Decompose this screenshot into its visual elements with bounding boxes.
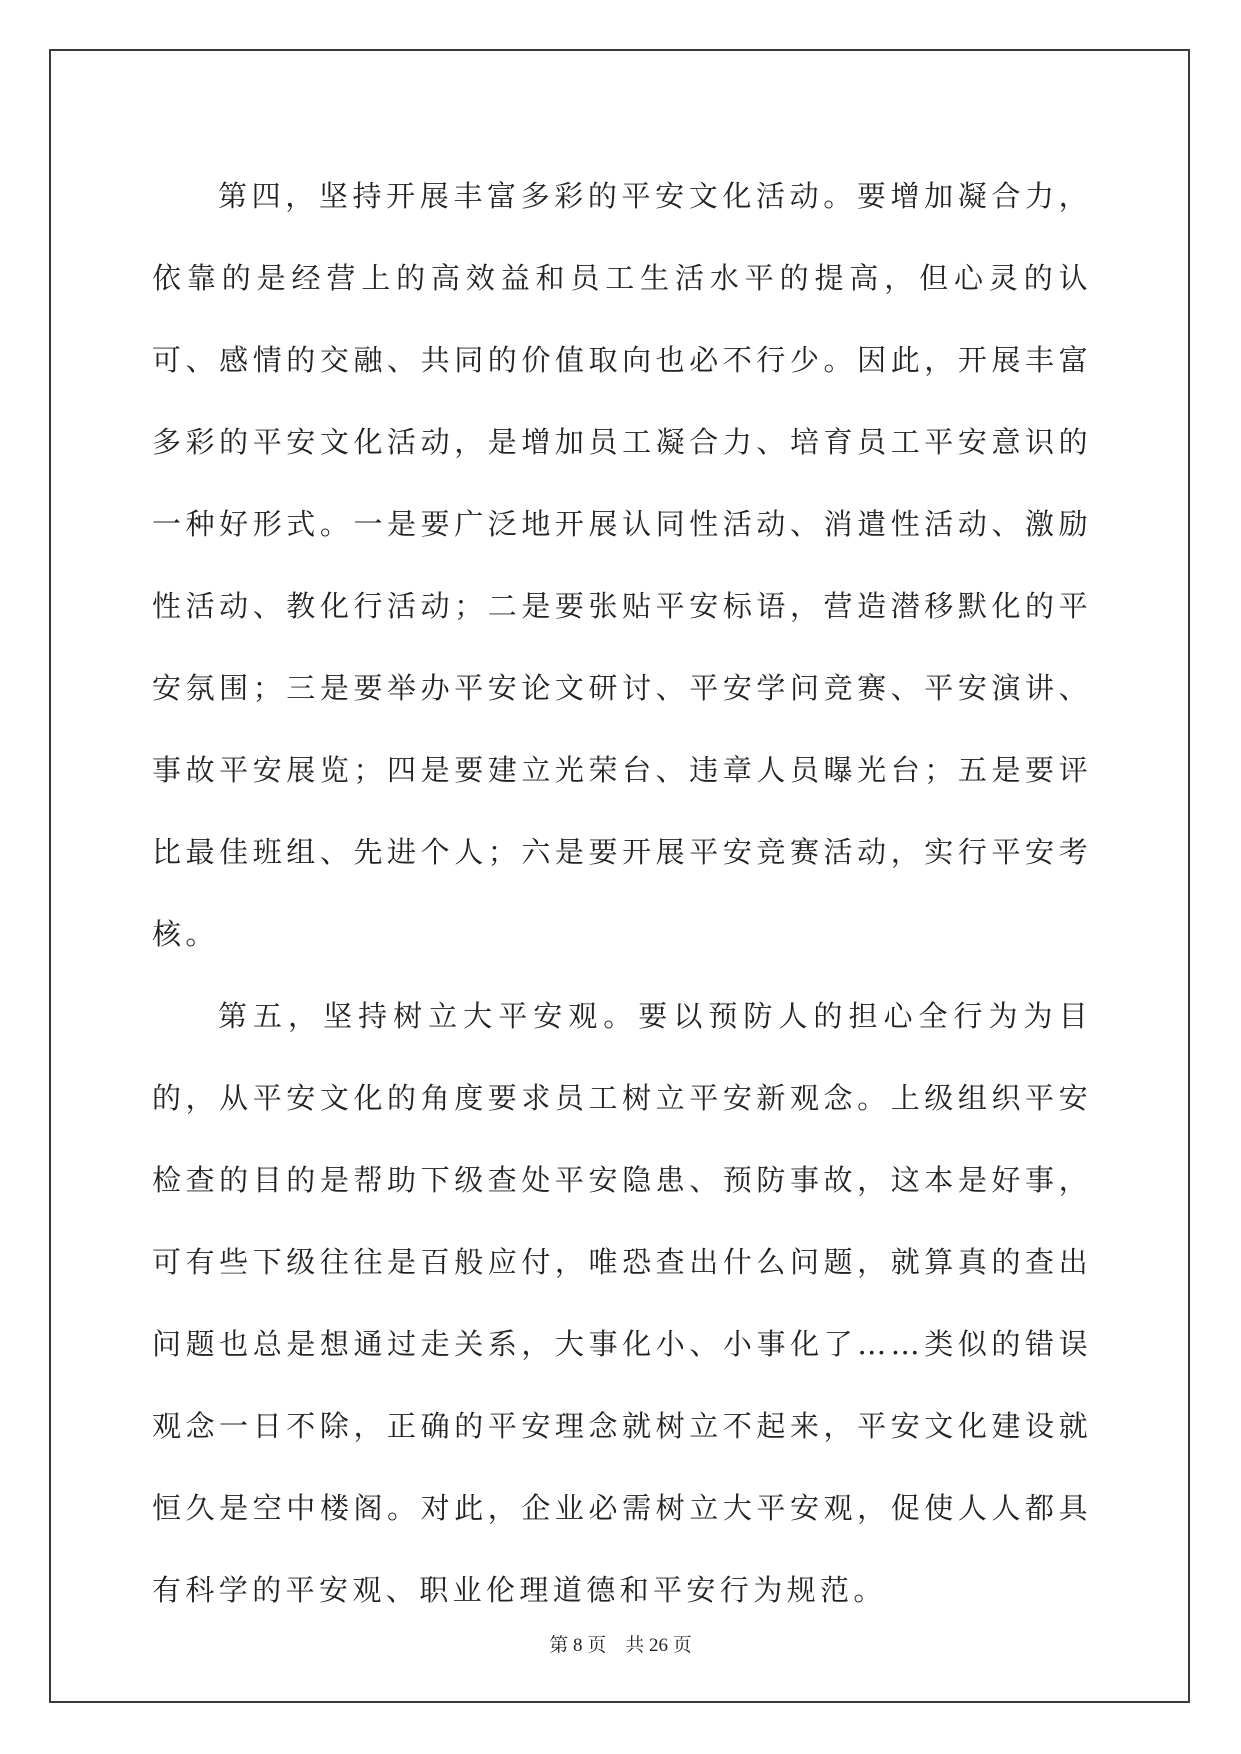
paragraph-5: 第五，坚持树立大平安观。要以预防人的担心全行为为目的，从平安文化的角度要求员工树立平安新观念。上级组织平安检查的目的是帮助下级查处平安隐患、预防事故，这本是好事，可有些下级往往是百般应付，唯恐查出什么问题，就算真的查出问题也总是想通过走关系，大事化小、小事化了……类似的错误观念一日不除，正确的平安理念就树立不起来，平安文化建设就恒久是空中楼阁。对此，企业必需树立大平安观，促使人人都具有科学的平安观、职业伦理道德和平安行为规范。 — [152, 999, 1092, 1607]
paragraph-4: 第四，坚持开展丰富多彩的平安文化活动。要增加凝合力，依靠的是经营上的高效益和员工生活水平的提高，但心灵的认可、感情的交融、共同的价值取向也必不行少。因此，开展丰富多彩的平安文化活动，是增加员工凝合力、培育员工平安意识的一种好形式。一是要广泛地开展认同性活动、消遣性活动、激励性活动、教化行活动；二是要张贴平安标语，营造潜移默化的平安氛围；三是要举办平安论文研讨、平安学问竞赛、平安演讲、事故平安展览；四是要建立光荣台、违章人员曝光台；五是要评比最佳班组、先进个人；六是要开展平安竞赛活动，实行平安考核。 — [152, 179, 1092, 951]
page-number-footer: 第 8 页 共 26 页 — [549, 1635, 692, 1656]
document-body — [152, 155, 1092, 1631]
